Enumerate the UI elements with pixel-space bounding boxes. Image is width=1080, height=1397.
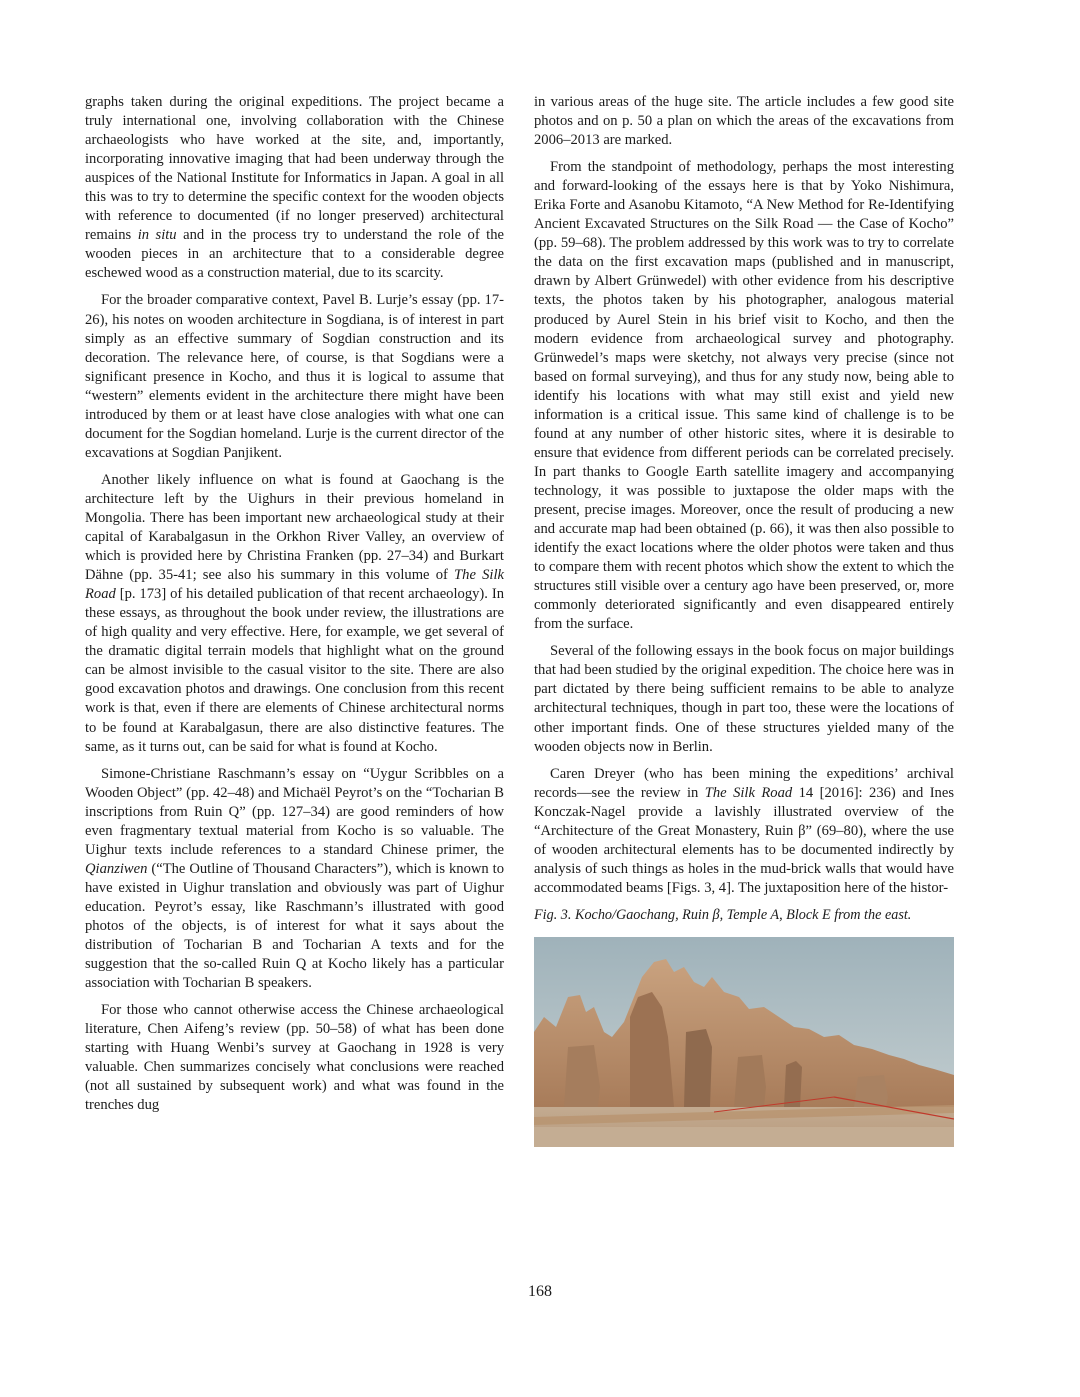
paragraph: graphs taken during the original expeditions. The project became a truly international one, involving collaboration with the Chinese archaeologists who have worked at the site, and, importantly, incorporating innovative imaging that had been underway through the auspices of the National Institute for Informatics in Japan. A goal in all this was to try to determine the specific context for the wooden objects with reference to documented (if no longer preserved) architectural remains in situ and in the process try to understand the role of the wooden pieces in an architecture that to a considerable degree eschewed wood as a construction material, due to its scarcity. — [85, 94, 504, 282]
paragraph: Simone-Christiane Raschmann’s essay on “Uygur Scribbles on a Wooden Object” (pp. 42–48) and Michaël Peyrot’s on the “Tocharian B inscriptions from Ruin Q” (pp. 127–34) are good reminders of how even fragmentary textual material from Kocho is so valuable. The Uighur texts include references to a standard Chinese primer, the Qianziwen (“The Outline of Thousand Characters”), which is known to have existed in Uighur translation and obviously was part of Uighur education. Peyrot’s essay, like Raschmann’s illustrated with good photos of the objects, is of interest for what it says about the distribution of Tocharian B and Tocharian A texts and for the suggestion that the so-called Ruin Q at Kocho likely has a particular association with Tocharian B speakers. — [85, 765, 504, 992]
left-column — [85, 93, 504, 1123]
paragraph: in various areas of the huge site. The article includes a few good site photos and on p. 50 a plan on which the areas of the excavations from 2006–2013 are marked. — [534, 94, 954, 149]
paragraph: Another likely influence on what is found at Gaochang is the architecture left by the Uighurs in their previous homeland in Mongolia. There has been important new archaeological study at their capital of Karabalgasun in the Orkhon River Valley, an overview of which is provided here by Christina Franken (pp. 27–34) and Burkart Dähne (pp. 35-41; see also his summary in this volume of The Silk Road [p. 173] of his detailed publication of that recent archaeology). In these essays, as throughout the book under review, the illustrations are of high quality and very effective. Here, for example, we get several of the dramatic digital terrain models that highlight what on the ground can be almost invisible to the casual visitor to the site. There are also good excavation photos and drawings. One conclusion from this recent work is that, even if there are elements of Chinese architectural norms to be found at Karabalgasun, there are also distinctive features. The same, as it turns out, can be said for what is found at Kocho. — [85, 471, 504, 755]
paragraph: For the broader comparative context, Pavel B. Lurje’s essay (pp. 17-26), his notes on wooden architecture in Sogdiana, is of interest in part simply as an effective summary of Sogdian construction and its decoration. The relevance here, of course, is that Sogdians were a significant presence in Kocho, and thus it is logical to assume that “western” elements evident in the architecture there might have been introduced by them or at least have close analogies with what one can document for the Sogdian homeland. Lurje is the current director of the excavations at Sogdian Panjikent. — [85, 292, 504, 461]
paragraph: Several of the following essays in the book focus on major buildings that had been studied by the original expedition. The choice here was in part dictated by there being sufficient remains to be able to analyze architectural techniques, though in part too, these were the locations of other important finds. One of these structures yielded many of the wooden objects now in Berlin. — [534, 643, 954, 755]
figure-caption: Fig. 3. Kocho/Gaochang, Ruin β, Temple A, Block E from the east. — [534, 906, 912, 923]
ruin-photo-graphic — [534, 937, 954, 1147]
paragraph: From the standpoint of methodology, perhaps the most interesting and forward-looking of the essays here is that by Yoko Nishimura, Erika Forte and Asanobu Kitamoto, “A New Method for Re-Identifying Ancient Excavated Structures on the Silk Road — the Case of Kocho” (pp. 59–68). The problem addressed by this work was to try to correlate the data on the first excavation maps (published and in manuscript, drawn by Albert Grünwedel) with other evidence from his descriptive texts, the photos taken by his photographer, analogous material produced by Aurel Stein in his brief visit to Kocho, and then the modern evidence from archaeological survey and photography. Grünwedel’s maps were sketchy, not always very precise (since not based on formal surveying), and thus for any study now, being able to identify his locations with what may still exist and yield new information is a critical issue. This same kind of challenge is to be found at any number of other historic sites, where it is desirable to ensure that evidence from different periods can be correlated precisely. In part thanks to Google Earth satellite imagery and accompanying technology, it was possible to juxtapose the older maps with the present, precise images. Moreover, once the result of producing a new and accurate map had been obtained (p. 66), it was then also possible to identify the exact locations where the older photos were taken and thus to compare them with recent photos which show the extent to which the structures still visible over a century ago have been preserved, or, more commonly deteriorated significantly and even disappeared entirely from the surface. — [534, 159, 954, 633]
ruin-photo — [534, 937, 954, 1147]
paragraph: For those who cannot otherwise access the Chinese archaeological literature, Chen Aifeng’s review (pp. 50–58) of what has been done starting with Huang Wenbi’s survey at Gaochang in 1928 is very valuable. Chen summarizes concisely what conclusions were reached (not all sustained by subsequent work) and what was found in the trenches dug — [85, 1002, 504, 1114]
right-column — [534, 93, 954, 1147]
page-number: 168 — [528, 1283, 552, 1300]
paragraph: Caren Dreyer (who has been mining the expeditions’ archival records—see the review in The Silk Road 14 [2016]: 236) and Ines Konczak-Nagel provide a lavishly illustrated overview of the “Architecture of the Great Monastery, Ruin β” (69–80), where the use of wooden architectural elements has to be documented indirectly by analysis of such things as holes in the mud-brick walls that would have accommodated beams [Figs. 3, 4]. The juxtaposition here of the histor- — [534, 765, 955, 896]
